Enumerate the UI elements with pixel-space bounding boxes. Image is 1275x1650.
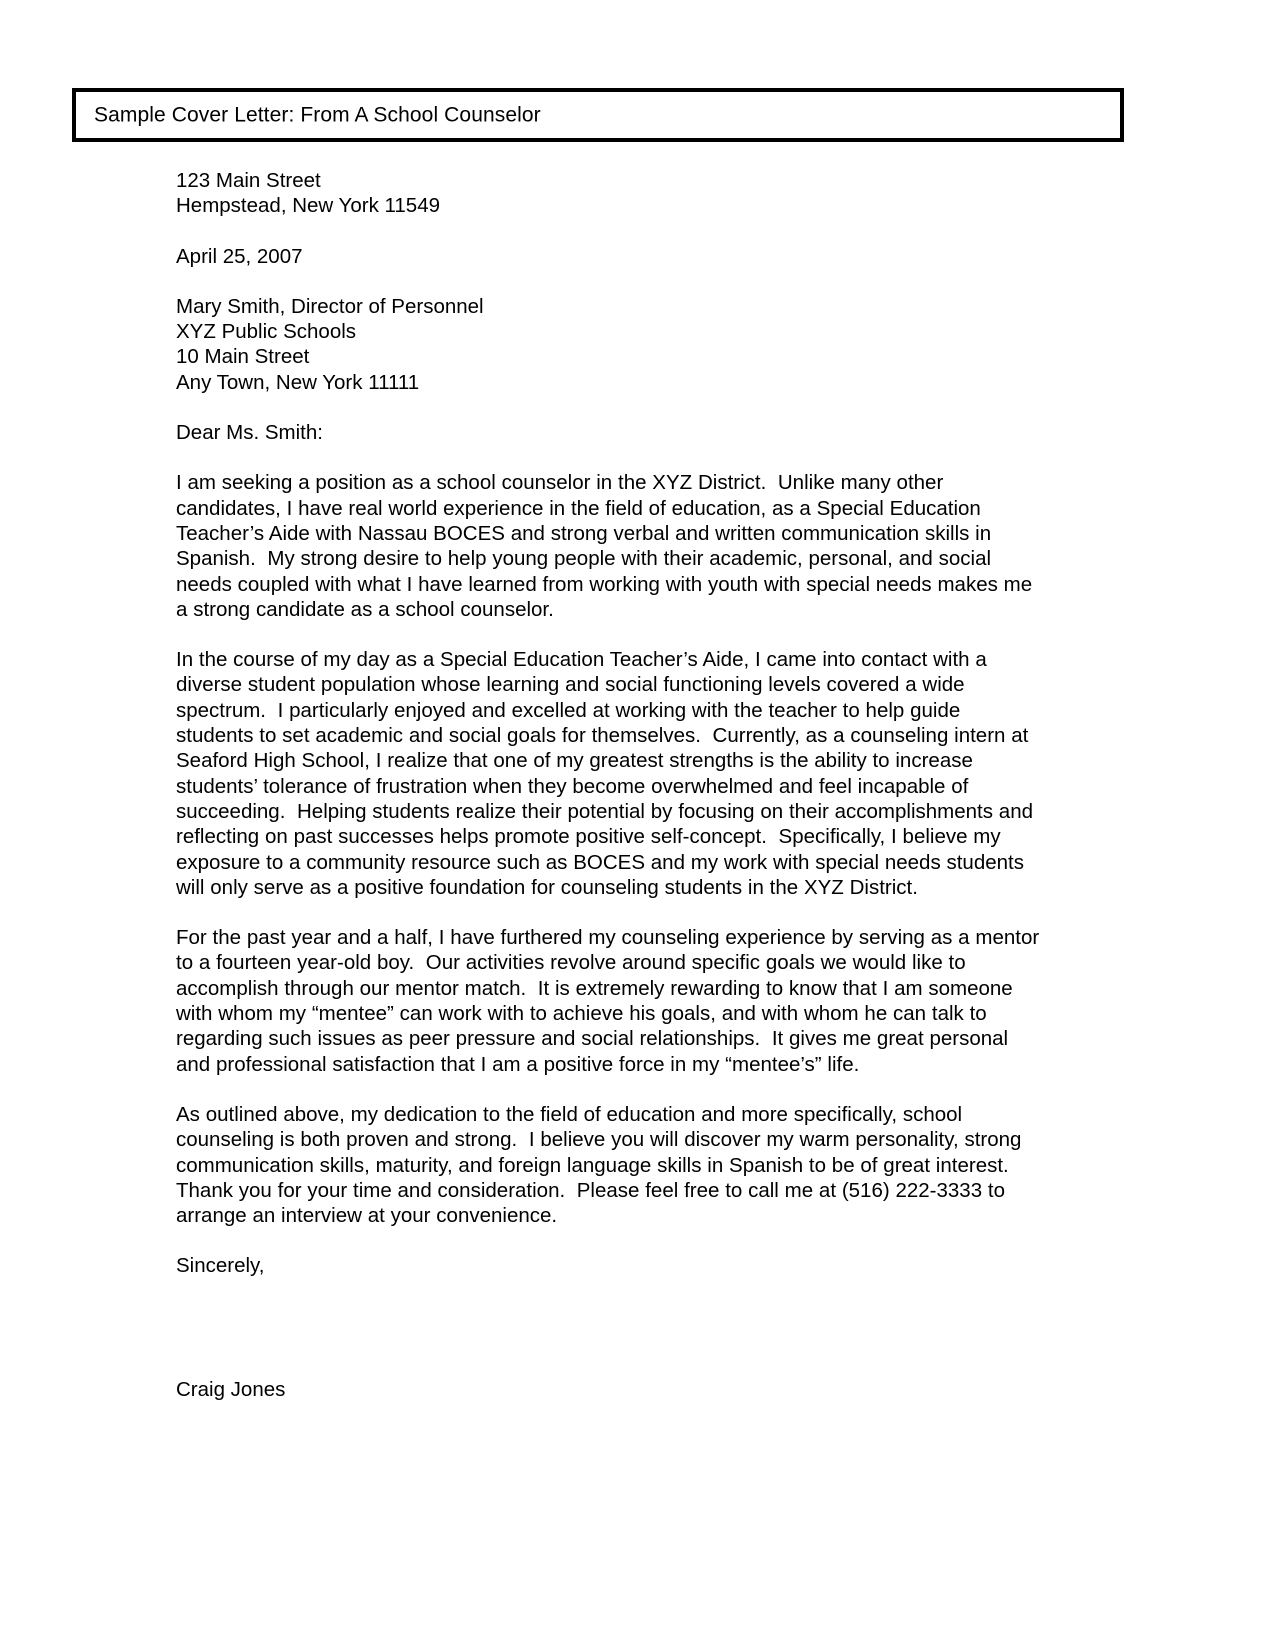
spacer (176, 900, 1041, 925)
recipient-address-line: XYZ Public Schools (176, 320, 357, 344)
body-paragraph: In the course of my day as a Special Education Teacher’s Aide, I came into contact with a diverse student population whose learning and social functioning levels covered a wide spectrum. I particularly enjoyed and excelled at working with the teacher to help guide students to set academic and social goals for themselves. Currently, as a counseling intern at Seaford High School, I realize that one of my greatest strengths is the ability to increase students’ tolerance of frustration when they become overwhelmed and feel incapable of succeeding. Helping students realize their potential by focusing on their accomplishments and reflecting on past successes helps promote positive self-concept. Specifically, I believe my exposure to a community resource such as BOCES and my work with special needs students will only serve as a positive foundation for counseling students in the XYZ District. (176, 648, 1039, 899)
body-paragraph: As outlined above, my dedication to the field of education and more specifically, school counseling is both proven and strong. I believe you will discover my warm personality, strong communication skills, maturity, and foreign language skills in Spanish to be of great interest. Thank you for your time and consideration. Please feel free to call me at (516) 222-3333 to arrange an interview at your convenience. (176, 1102, 1028, 1228)
spacer (176, 395, 1041, 420)
spacer (176, 445, 1041, 470)
letter-date-line: April 25, 2007 (176, 244, 303, 268)
spacer (176, 622, 1041, 647)
sender-address-line: Hempstead, New York 11549 (176, 194, 441, 218)
sender-address (176, 168, 1041, 219)
body-paragraph: I am seeking a position as a school counselor in the XYZ District. Unlike many other candidates, I have real world experience in the field of education, as a Special Education Teacher’s Aide with Nassau BOCES and strong verbal and written communication skills in Spanish. My strong desire to help young people with their academic, personal, and social needs coupled with what I have learned from working with youth with special needs makes me a strong candidate as a school counselor. (176, 471, 1038, 621)
signature-name-line: Craig Jones (176, 1377, 286, 1401)
signature-name (176, 1377, 1041, 1402)
page-title: Sample Cover Letter: From A School Counselor (94, 103, 541, 127)
closing-line: Sincerely, (176, 1254, 265, 1278)
spacer (176, 1077, 1041, 1102)
spacer (176, 1228, 1041, 1253)
salutation (176, 420, 1041, 445)
recipient-address (176, 294, 1041, 395)
letter-date (176, 244, 1041, 269)
recipient-address-line: Any Town, New York 11111 (176, 370, 420, 394)
closing (176, 1253, 1041, 1278)
salutation-line: Dear Ms. Smith: (176, 421, 323, 445)
cover-letter-body (176, 168, 1045, 1402)
document-title-box (72, 88, 1124, 142)
signature-space (176, 1279, 1041, 1377)
sender-address-line: 123 Main Street (176, 169, 321, 192)
spacer (176, 269, 1041, 294)
body-paragraph: For the past year and a half, I have furthered my counseling experience by serving as a mentor to a fourteen year-old boy. Our activities revolve around specific goals we would like to accomplish through our mentor match. It is extremely rewarding to know that I am someone with whom my “mentee” can work with to achieve his goals, and with whom he can talk to regarding such issues as peer pressure and social relationships. It gives me great personal and professional satisfaction that I am a positive force in my “mentee’s” life. (176, 926, 1045, 1076)
recipient-address-line: Mary Smith, Director of Personnel (176, 294, 484, 318)
recipient-address-line: 10 Main Street (176, 345, 310, 369)
spacer (176, 219, 1041, 244)
